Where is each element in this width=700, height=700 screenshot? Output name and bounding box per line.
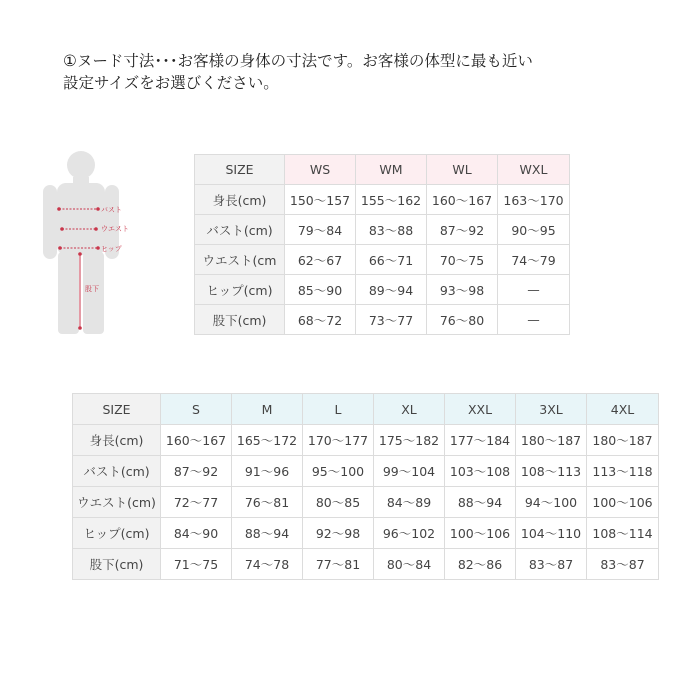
men-value-cell: 104〜110: [516, 518, 587, 549]
women-table-row: [195, 215, 570, 245]
men-value-cell: 88〜94: [445, 487, 516, 518]
men-value-cell: 83〜87: [516, 549, 587, 580]
women-row-label: ウエスト(cm: [195, 245, 285, 275]
men-size-header: S: [161, 394, 232, 425]
men-size-header: 3XL: [516, 394, 587, 425]
men-value-cell: 113〜118: [587, 456, 659, 487]
women-table-row: [195, 185, 570, 215]
men-value-cell: 103〜108: [445, 456, 516, 487]
men-row-label: ウエスト(cm): [73, 487, 161, 518]
men-table-row: [73, 487, 659, 518]
men-value-cell: 88〜94: [232, 518, 303, 549]
men-value-cell: 80〜85: [303, 487, 374, 518]
women-value-cell: 66〜71: [356, 245, 427, 275]
men-value-cell: 170〜177: [303, 425, 374, 456]
women-value-cell: 93〜98: [427, 275, 498, 305]
women-value-cell: 163〜170: [498, 185, 570, 215]
women-table-row: [195, 245, 570, 275]
intro-line-2: 設定サイズをお選びください。: [63, 74, 279, 92]
women-value-cell: 74〜79: [498, 245, 570, 275]
men-value-cell: 180〜187: [516, 425, 587, 456]
women-value-cell: 89〜94: [356, 275, 427, 305]
men-size-header: XXL: [445, 394, 516, 425]
intro-line-1: ①ヌード寸法･･･お客様の身体の寸法です。お客様の体型に最も近い: [63, 52, 533, 70]
men-table-row: [73, 549, 659, 580]
women-value-cell: 90〜95: [498, 215, 570, 245]
women-value-cell: —: [498, 305, 570, 335]
women-value-cell: 62〜67: [285, 245, 356, 275]
women-row-label: バスト(cm): [195, 215, 285, 245]
men-value-cell: 82〜86: [445, 549, 516, 580]
women-table-row: [195, 275, 570, 305]
men-value-cell: 165〜172: [232, 425, 303, 456]
men-value-cell: 74〜78: [232, 549, 303, 580]
women-value-cell: —: [498, 275, 570, 305]
men-value-cell: 108〜114: [587, 518, 659, 549]
men-value-cell: 91〜96: [232, 456, 303, 487]
waist-label: ウエスト: [101, 225, 129, 233]
women-size-header: WS: [285, 155, 356, 185]
women-value-cell: 150〜157: [285, 185, 356, 215]
bust-label: バスト: [101, 206, 122, 214]
women-value-cell: 79〜84: [285, 215, 356, 245]
women-corner-cell: SIZE: [195, 155, 285, 185]
men-value-cell: 77〜81: [303, 549, 374, 580]
hip-label: ヒップ: [101, 245, 122, 253]
men-row-label: 身長(cm): [73, 425, 161, 456]
women-table-row: [195, 305, 570, 335]
women-size-header: WM: [356, 155, 427, 185]
men-value-cell: 95〜100: [303, 456, 374, 487]
men-size-header: 4XL: [587, 394, 659, 425]
women-row-label: 身長(cm): [195, 185, 285, 215]
men-value-cell: 160〜167: [161, 425, 232, 456]
men-value-cell: 87〜92: [161, 456, 232, 487]
men-row-label: バスト(cm): [73, 456, 161, 487]
inseam-label: 股下: [85, 285, 99, 293]
women-value-cell: 73〜77: [356, 305, 427, 335]
men-value-cell: 175〜182: [374, 425, 445, 456]
men-size-header: L: [303, 394, 374, 425]
women-value-cell: 76〜80: [427, 305, 498, 335]
men-value-cell: 96〜102: [374, 518, 445, 549]
women-value-cell: 87〜92: [427, 215, 498, 245]
men-value-cell: 99〜104: [374, 456, 445, 487]
men-row-label: ヒップ(cm): [73, 518, 161, 549]
body-measurement-figure: [38, 148, 148, 338]
men-table-row: [73, 425, 659, 456]
men-value-cell: 100〜106: [445, 518, 516, 549]
women-size-header: WXL: [498, 155, 570, 185]
men-row-label: 股下(cm): [73, 549, 161, 580]
women-value-cell: 83〜88: [356, 215, 427, 245]
men-value-cell: 94〜100: [516, 487, 587, 518]
men-corner-cell: SIZE: [73, 394, 161, 425]
men-value-cell: 80〜84: [374, 549, 445, 580]
women-value-cell: 155〜162: [356, 185, 427, 215]
men-size-table: [72, 393, 659, 580]
women-value-cell: 85〜90: [285, 275, 356, 305]
men-value-cell: 71〜75: [161, 549, 232, 580]
men-table-row: [73, 456, 659, 487]
women-header-row: [195, 155, 570, 185]
women-row-label: ヒップ(cm): [195, 275, 285, 305]
men-value-cell: 100〜106: [587, 487, 659, 518]
men-value-cell: 92〜98: [303, 518, 374, 549]
women-size-table: [194, 154, 570, 335]
intro-text: [63, 50, 663, 94]
men-value-cell: 83〜87: [587, 549, 659, 580]
men-value-cell: 84〜90: [161, 518, 232, 549]
men-header-row: [73, 394, 659, 425]
women-value-cell: 68〜72: [285, 305, 356, 335]
men-table-row: [73, 518, 659, 549]
men-value-cell: 76〜81: [232, 487, 303, 518]
women-value-cell: 70〜75: [427, 245, 498, 275]
men-size-header: M: [232, 394, 303, 425]
men-value-cell: 84〜89: [374, 487, 445, 518]
men-value-cell: 108〜113: [516, 456, 587, 487]
women-row-label: 股下(cm): [195, 305, 285, 335]
men-value-cell: 180〜187: [587, 425, 659, 456]
men-size-header: XL: [374, 394, 445, 425]
women-value-cell: 160〜167: [427, 185, 498, 215]
body-silhouette-icon: [38, 148, 148, 338]
men-value-cell: 72〜77: [161, 487, 232, 518]
women-size-header: WL: [427, 155, 498, 185]
men-value-cell: 177〜184: [445, 425, 516, 456]
